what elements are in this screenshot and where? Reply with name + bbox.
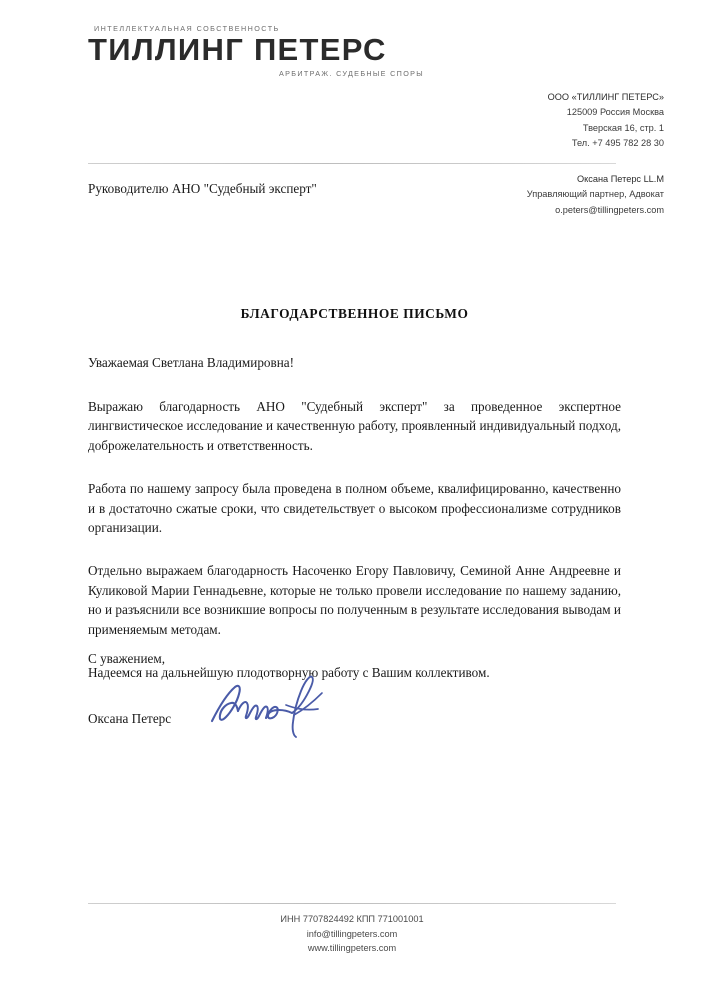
logo-eyebrow-text: ИНТЕЛЛЕКТУАЛЬНАЯ СОБСТВЕННОСТЬ bbox=[94, 24, 280, 33]
signer-contact-email: o.peters@tillingpeters.com bbox=[555, 204, 664, 215]
letter-signer-name: Оксана Петерс bbox=[88, 711, 172, 726]
company-phone: Тел. +7 495 782 28 30 bbox=[571, 138, 664, 149]
logo-company-name: ТИЛЛИНГ ПЕТЕРС bbox=[88, 32, 387, 67]
letter-title: БЛАГОДАРСТВЕННОЕ ПИСЬМО bbox=[240, 306, 469, 321]
letter-paragraph-2: Работа по нашему запросу была проведена в полном объеме, квалифицированно, качественно и в достаточно сжатые сроки, что свидетельствует о высоком профессионализме сотрудников организации. bbox=[88, 481, 621, 536]
company-legal-name: ООО «ТИЛЛИНГ ПЕТЕРС» bbox=[547, 92, 664, 102]
letter-salutation: Уважаемая Светлана Владимировна! bbox=[88, 355, 295, 370]
footer-registration-numbers: ИНН 7707824492 КПП 771001001 bbox=[280, 914, 424, 924]
signer-contact-position: Управляющий партнер, Адвокат bbox=[526, 189, 664, 200]
addressee-line: Руководителю АНО "Судебный эксперт" bbox=[88, 181, 317, 196]
signer-contact-block bbox=[527, 172, 664, 218]
letter-closing: С уважением, bbox=[88, 651, 165, 666]
footer-divider bbox=[88, 903, 616, 904]
footer-website: www.tillingpeters.com bbox=[307, 943, 397, 954]
company-logo bbox=[88, 24, 428, 78]
company-contact-block bbox=[548, 90, 664, 152]
letter-paragraph-3: Отдельно выражаем благодарность Насоченко Егору Павловичу, Семиной Анне Андреевне и Куликовой Марии Геннадьевне, которые не только провели исследование по нашему заданию, но и разъяснили все возникшие вопросы по полученным в результате исследования выводам и применяемым методам. bbox=[88, 563, 621, 637]
letter-paragraph-4: Надеемся на дальнейшую плодотворную работу с Вашим коллективом. bbox=[88, 665, 490, 681]
signer-contact-name: Оксана Петерс LL.M bbox=[576, 174, 664, 184]
letter-paragraph-1: Выражаю благодарность АНО "Судебный эксперт" за проведенное экспертное лингвистическое исследование и качественную работу, проявленный индивидуальный подход, доброжелательность и ответственность. bbox=[88, 399, 621, 453]
company-address-city: 125009 Россия Москва bbox=[566, 107, 664, 118]
letter-body bbox=[88, 306, 621, 682]
logo-tagline-text: АРБИТРАЖ. СУДЕБНЫЕ СПОРЫ bbox=[278, 68, 424, 78]
document-footer bbox=[0, 912, 704, 956]
header-divider bbox=[88, 163, 616, 164]
footer-email: info@tillingpeters.com bbox=[306, 928, 398, 939]
company-address-street: Тверская 16, стр. 1 bbox=[582, 122, 664, 133]
